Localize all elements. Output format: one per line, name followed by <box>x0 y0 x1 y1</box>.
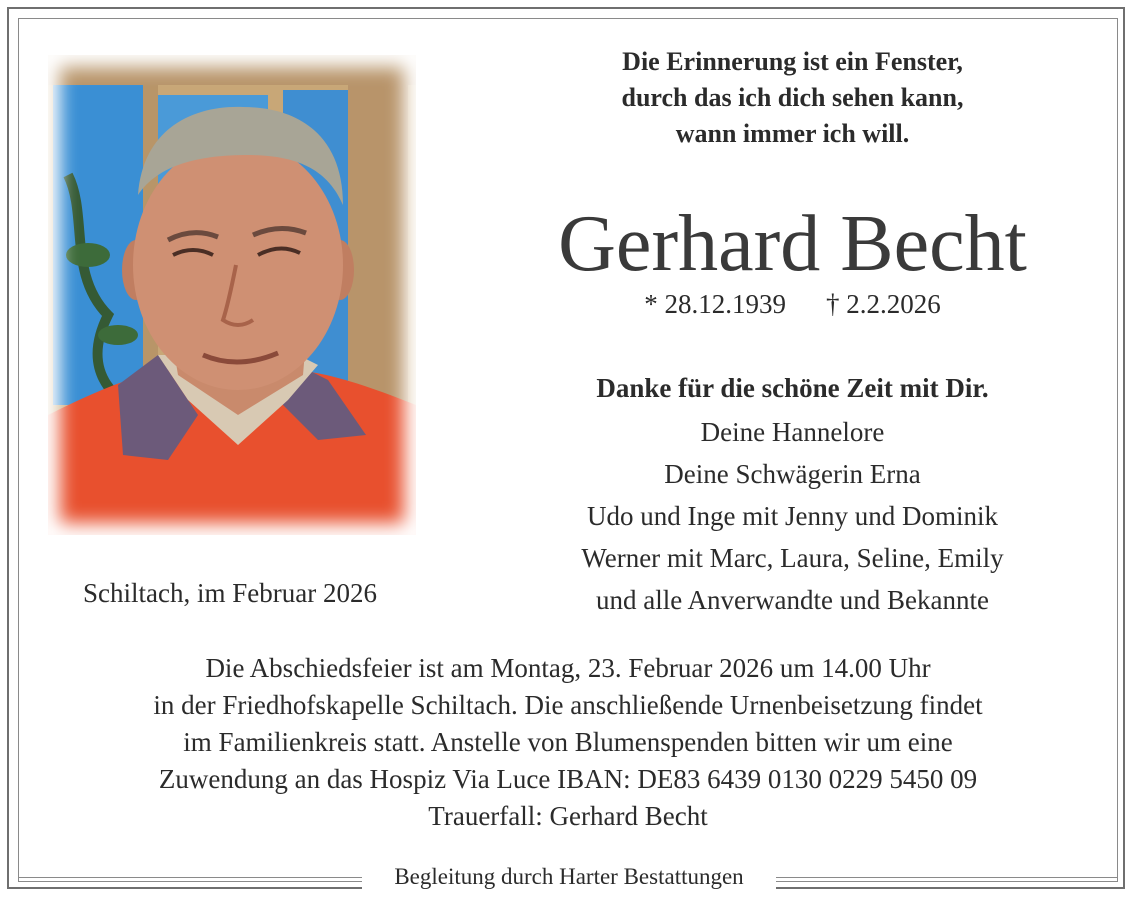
life-dates <box>520 286 1065 322</box>
ceremony-details <box>30 650 1106 835</box>
death-date: † 2.2.2026 <box>826 289 941 319</box>
memorial-quote <box>520 44 1065 152</box>
footer-rule-right <box>776 877 1118 878</box>
quote-line: Die Erinnerung ist ein Fenster, <box>622 47 963 76</box>
ceremony-line: Trauerfall: Gerhard Becht <box>428 801 708 831</box>
ceremony-line: im Familienkreis statt. Anstelle von Blumenspenden bitten wir um eine <box>183 727 953 757</box>
portrait-photo <box>48 55 416 535</box>
quote-line: durch das ich dich sehen kann, <box>621 83 964 112</box>
thanks-line: Danke für die schöne Zeit mit Dir. <box>596 373 989 403</box>
place-and-date: Schiltach, im Februar 2026 <box>83 578 377 608</box>
quote-line: wann immer ich will. <box>675 119 910 148</box>
mourner-line: Werner mit Marc, Laura, Seline, Emily <box>581 543 1004 573</box>
birth-date: * 28.12.1939 <box>644 289 786 319</box>
ceremony-line: Zuwendung an das Hospiz Via Luce IBAN: DE83 6439 0130 0229 5450 09 <box>158 764 978 794</box>
funeral-home-credit: Begleitung durch Harter Bestattungen <box>362 862 776 892</box>
deceased-name: Gerhard Becht <box>558 200 1027 288</box>
ceremony-line: Die Abschiedsfeier ist am Montag, 23. Februar 2026 um 14.00 Uhr <box>205 653 931 683</box>
mourner-line: und alle Anverwandte und Bekannte <box>596 585 989 615</box>
mourners-list <box>520 411 1065 621</box>
mourner-line: Udo und Inge mit Jenny und Dominik <box>587 501 998 531</box>
mourner-line: Deine Schwägerin Erna <box>664 459 921 489</box>
footer-rule-left <box>18 877 362 878</box>
ceremony-line: in der Friedhofskapelle Schiltach. Die anschließende Urnenbeisetzung findet <box>153 690 983 720</box>
mourner-line: Deine Hannelore <box>700 417 885 447</box>
